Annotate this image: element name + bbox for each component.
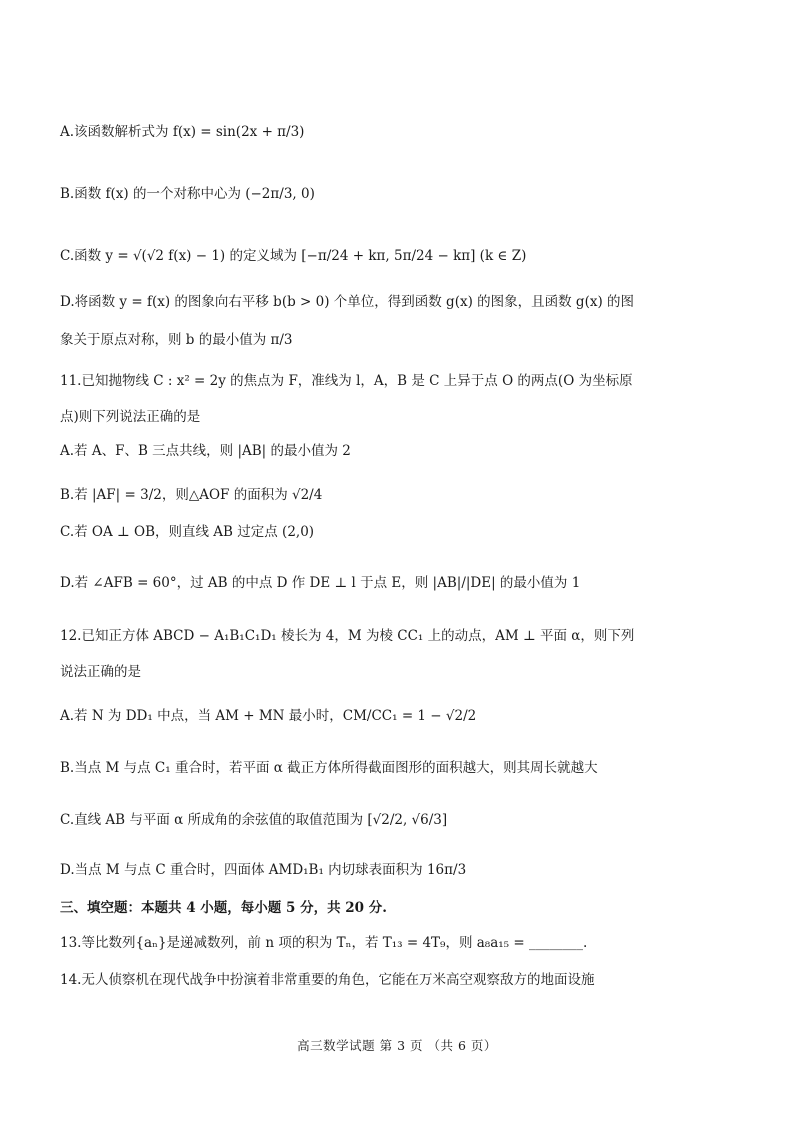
- q12-option-a: A.若 N 为 DD₁ 中点，当 AM + MN 最小时，CM/CC₁ = 1 − √2/2: [60, 708, 477, 724]
- page-footer: 高三数学试题 第 3 页 （共 6 页）: [297, 1038, 497, 1053]
- q10-option-b: B.函数 f(x) 的一个对称中心为 (−2π/3, 0): [60, 186, 315, 202]
- section-3-heading: 三、填空题：本题共 4 小题，每小题 5 分，共 20 分.: [60, 900, 387, 916]
- q11-option-c: C.若 OA ⊥ OB，则直线 AB 过定点 (2,0): [60, 524, 315, 540]
- q12-stem-line2: 说法正确的是: [60, 664, 141, 680]
- q12-stem-line1: 12.已知正方体 ABCD − A₁B₁C₁D₁ 棱长为 4，M 为棱 CC₁ 上的动点，AM ⊥ 平面 α，则下列: [60, 628, 635, 644]
- q10-option-a: A.该函数解析式为 f(x) = sin(2x + π/3): [60, 124, 305, 140]
- q11-option-d: D.若 ∠AFB = 60°，过 AB 的中点 D 作 DE ⊥ l 于点 E，则 |AB|/|DE| 的最小值为 1: [60, 575, 581, 591]
- q11-stem-line2: 点)则下列说法正确的是: [60, 409, 201, 425]
- q12-option-d: D.当点 M 与点 C 重合时，四面体 AMD₁B₁ 内切球表面积为 16π/3: [60, 862, 467, 878]
- q11-option-b: B.若 |AF| = 3/2，则△AOF 的面积为 √2/4: [60, 487, 323, 503]
- q10-option-d-line2: 象关于原点对称，则 b 的最小值为 π/3: [60, 332, 293, 348]
- q12-option-c: C.直线 AB 与平面 α 所成角的余弦值的取值范围为 [√2/2, √6/3]: [60, 812, 448, 828]
- q11-stem-line1: 11.已知抛物线 C : x² = 2y 的焦点为 F，准线为 l，A，B 是 C 上异于点 O 的两点(O 为坐标原: [60, 373, 633, 389]
- q10-option-c: C.函数 y = √(√2 f(x) − 1) 的定义域为 [−π/24 + kπ, 5π/24 − kπ] (k ∈ Z): [60, 248, 527, 264]
- q11-option-a: A.若 A、F、B 三点共线，则 |AB| 的最小值为 2: [60, 443, 351, 459]
- q12-option-b: B.当点 M 与点 C₁ 重合时，若平面 α 截正方体所得截面图形的面积越大，则其周长就越大: [60, 760, 598, 776]
- q10-option-d-line1: D.将函数 y = f(x) 的图象向右平移 b(b > 0) 个单位，得到函数 g(x) 的图象，且函数 g(x) 的图: [60, 294, 635, 310]
- q13-text: 13.等比数列{aₙ}是递减数列，前 n 项的积为 Tₙ，若 T₁₃ = 4T₉，则 a₈a₁₅ = ________.: [60, 935, 588, 951]
- q14-text: 14.无人侦察机在现代战争中扮演着非常重要的角色，它能在万米高空观察敌方的地面设施: [60, 972, 595, 988]
